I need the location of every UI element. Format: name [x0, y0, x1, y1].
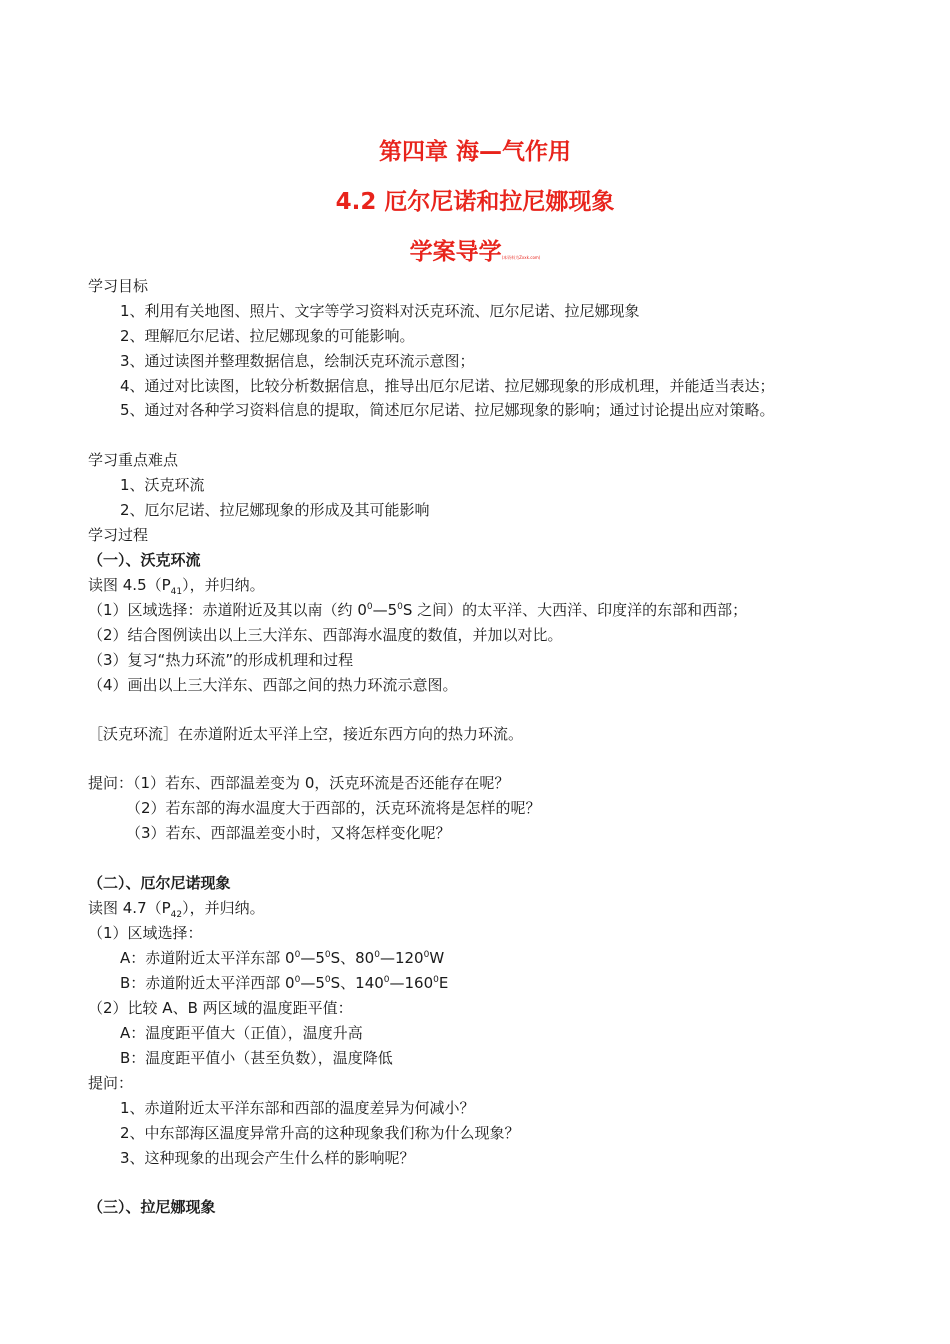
part1-question: （2）若东部的海水温度大于西部的，沃克环流将是怎样的呢？ [126, 799, 541, 817]
degree-sup: 0 [397, 602, 403, 612]
degree-sup: 0 [383, 975, 390, 985]
degree-sup: 0 [423, 950, 430, 960]
part1-read-instruction [88, 575, 265, 595]
part2-read-suffix: ），并归纳。 [182, 899, 265, 917]
walker-definition: ［沃克环流］在赤道附近太平洋上空，接近东西方向的热力环流。 [88, 725, 524, 743]
chapter-title: 第四章 海—气作用 [378, 139, 571, 165]
region-a-text: —120 [379, 949, 424, 967]
degree-sup: 0 [294, 975, 301, 985]
degree-sup: 0 [366, 602, 373, 612]
part1-read-prefix: 读图 4.5（P [88, 576, 171, 594]
section-title: 4.2 厄尔尼诺和拉尼娜现象 [335, 189, 615, 215]
key-points-heading: 学习重点难点 [88, 451, 179, 469]
region-b [120, 973, 448, 993]
part1-step2: （2）结合图例读出以上三大洋东、西部海水温度的数值，并加以对比。 [88, 626, 563, 644]
objective-item: 5、通过对各种学习资料信息的提取，简述厄尔尼诺、拉尼娜现象的影响；通过讨论提出应对策略。 [120, 401, 775, 419]
region-b-text: —160 [389, 974, 434, 992]
objective-item: 4、通过对比读图，比较分析数据信息，推导出厄尔尼诺、拉尼娜现象的形成机理，并能适当表达； [120, 377, 775, 395]
part1-step4: （4）画出以上三大洋东、西部之间的热力环流示意图。 [88, 676, 458, 694]
region-a-text: S、80 [330, 949, 375, 967]
guide-title-text: 学案导学 [409, 239, 502, 265]
part2-heading: （二）、厄尔尼诺现象 [88, 874, 231, 892]
guide-title [0, 233, 950, 266]
key-point-item: 1、沃克环流 [120, 476, 205, 494]
part1-heading: （一）、沃克环流 [88, 551, 201, 569]
part2-question: 1、赤道附近太平洋东部和西部的温度差异为何减小？ [120, 1099, 475, 1117]
part2-read-instruction [88, 898, 265, 918]
part1-read-page: 41 [170, 587, 183, 597]
region-b-text: S、140 [330, 974, 384, 992]
part1-step1-text: （1）区域选择：赤道附近及其以南（约 0 [88, 601, 367, 619]
degree-sup: 0 [324, 950, 331, 960]
key-point-item: 2、厄尔尼诺、拉尼娜现象的形成及其可能影响 [120, 501, 430, 519]
region-a-text: W [429, 949, 445, 967]
region-b-text: —5 [300, 974, 325, 992]
degree-sup: 0 [324, 975, 331, 985]
compare-b: B：温度距平值小（甚至负数），温度降低 [120, 1049, 393, 1067]
part1-read-suffix: ），并归纳。 [182, 576, 265, 594]
part2-step1: （1）区域选择： [88, 924, 203, 942]
degree-sup: 0 [374, 950, 380, 960]
part2-step2: （2）比较 A、B 两区域的温度距平值： [88, 999, 353, 1017]
compare-a: A：温度距平值大（正值），温度升高 [120, 1024, 363, 1042]
part2-question: 3、这种现象的出现会产生什么样的影响呢？ [120, 1149, 415, 1167]
region-a-text: —5 [300, 949, 325, 967]
part3-heading: （三）、拉尼娜现象 [88, 1198, 216, 1216]
part1-question: 提问：（1）若东、西部温差变为 0，沃克环流是否还能存在呢？ [88, 774, 510, 792]
region-a [120, 948, 444, 968]
part2-read-page: 42 [170, 910, 183, 920]
objectives-heading: 学习目标 [88, 277, 149, 295]
degree-sup: 0 [433, 975, 439, 985]
process-heading: 学习过程 [88, 526, 149, 544]
objective-item: 3、通过读图并整理数据信息，绘制沃克环流示意图； [120, 352, 475, 370]
region-b-text: E [438, 974, 449, 992]
part1-step3: （3）复习“热力环流”的形成机理和过程 [88, 651, 354, 669]
part2-question: 2、中东部海区温度异常升高的这种现象我们称为什么现象？ [120, 1124, 520, 1142]
part1-step1-text: S 之间）的太平洋、大西洋、印度洋的东部和西部； [402, 601, 748, 619]
part1-step1-text: —5 [372, 601, 398, 619]
degree-sup: 0 [294, 950, 301, 960]
objective-item: 2、理解厄尔尼诺、拉尼娜现象的可能影响。 [120, 327, 415, 345]
region-a-text: A：赤道附近太平洋东部 0 [120, 949, 295, 967]
guide-watermark-text: (本资料为Zxxk.com) [501, 255, 541, 260]
part2-read-prefix: 读图 4.7（P [88, 899, 171, 917]
region-b-text: B：赤道附近太平洋西部 0 [120, 974, 295, 992]
part2-question-heading: 提问： [88, 1074, 134, 1092]
objective-item: 1、利用有关地图、照片、文字等学习资料对沃克环流、厄尔尼诺、拉尼娜现象 [120, 302, 640, 320]
part1-step1 [88, 600, 747, 620]
part1-question: （3）若东、西部温差变小时，又将怎样变化呢？ [126, 824, 451, 842]
